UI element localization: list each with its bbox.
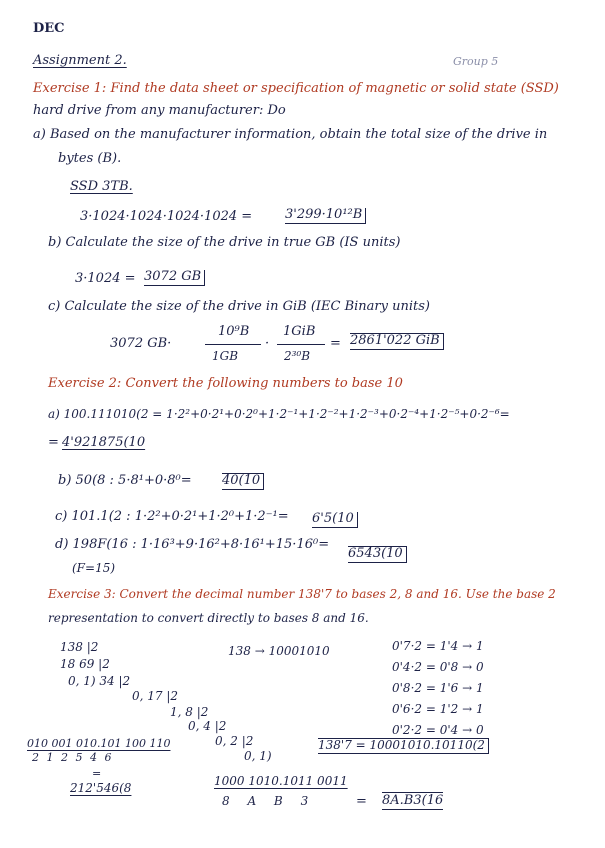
assignment-title: Assignment 2. — [33, 53, 127, 68]
ex1-c-lhs: 3072 GB· — [110, 336, 172, 351]
ex2-a-equals: = — [48, 435, 59, 450]
corner-note: Group 5 — [453, 55, 499, 68]
fraction-bar — [277, 344, 325, 345]
hex-result: 8A.B3(16 — [382, 793, 444, 808]
ex2-c-result: 6'5(10 — [312, 512, 358, 528]
ex2-d-note: (F=15) — [72, 561, 116, 575]
fraction-step: 0'2·2 = 0'4 → 0 — [392, 723, 484, 737]
exercise-1-title-cont: hard drive from any manufacturer: Do — [33, 103, 286, 118]
octal-result: 212'546(8 — [70, 781, 132, 795]
fraction-step: 0'7·2 = 1'4 → 1 — [392, 639, 484, 653]
division-step: 0, 1) 34 |2 — [68, 674, 131, 688]
division-step: 138 |2 — [60, 640, 99, 654]
ex1-a-result: 3'299·10¹²B — [285, 208, 366, 224]
ex1-c-frac2-den: 2³⁰B — [284, 349, 311, 363]
ex1-a-question-cont: bytes (B). — [58, 151, 122, 166]
octal-digits: 2 1 2 5 4 6 — [32, 751, 112, 764]
ex1-b-result: 3072 GB — [144, 270, 205, 286]
ssd-label: SSD 3TB. — [70, 179, 133, 194]
division-step: 0, 4 |2 — [188, 719, 227, 733]
ex1-a-question: a) Based on the manufacturer information, obtain the total size of the drive in — [33, 127, 548, 142]
fraction-bar — [205, 344, 261, 345]
fraction-step: 0'6·2 = 1'2 → 1 — [392, 702, 484, 716]
ex2-c-expr: c) 101.1(2 : 1·2²+0·2¹+1·2⁰+1·2⁻¹= — [55, 509, 289, 524]
ex1-b-calc: 3·1024 = — [75, 271, 136, 286]
ex1-c-result: 2861'022 GiB — [350, 333, 444, 350]
ex1-c-frac1-num: 10⁹B — [218, 324, 250, 339]
ex1-b-question: b) Calculate the size of the drive in true GB (IS units) — [48, 235, 401, 250]
exercise-1-title: Exercise 1: Find the data sheet or specification of magnetic or solid state (SSD) — [33, 81, 559, 96]
exercise-3-title-cont: representation to convert directly to bases 8 and 16. — [48, 611, 369, 625]
ex2-d-expr: d) 198F(16 : 1·16³+9·16²+8·16¹+15·16⁰= — [55, 537, 330, 552]
integer-part-result: 138 → 10001010 — [228, 644, 330, 658]
fraction-step: 0'4·2 = 0'8 → 0 — [392, 660, 484, 674]
octal-groups: 010 001 010.101 100 110 — [27, 737, 171, 750]
hex-digits: 8 A B 3 — [222, 794, 309, 808]
hex-equals: = — [356, 794, 367, 809]
division-step: 0, 2 |2 — [215, 734, 254, 748]
ex1-c-question: c) Calculate the size of the drive in GiB (IEC Binary units) — [48, 299, 430, 314]
octal-equals: = — [92, 767, 102, 780]
exercise-3-title: Exercise 3: Convert the decimal number 138'7 to bases 2, 8 and 16. Use the base 2 — [48, 587, 556, 601]
ex1-c-dot: · — [265, 336, 270, 351]
ex2-d-result: 6543(10 — [348, 546, 407, 563]
division-step: 18 69 |2 — [60, 657, 110, 671]
division-step: 0, 17 |2 — [132, 689, 179, 703]
hex-groups: 1000 1010.1011 0011 — [214, 774, 348, 788]
ex2-a-expr: a) 100.111010(2 = 1·2²+0·2¹+0·2⁰+1·2⁻¹+1·2⁻²+1·2⁻³+0·2⁻⁴+1·2⁻⁵+0·2⁻⁶= — [48, 407, 510, 421]
binary-result: 138'7 = 10001010.10110(2 — [318, 738, 489, 754]
ex1-c-frac1-den: 1GB — [212, 349, 239, 363]
course-code: DEC — [33, 21, 65, 36]
exercise-2-title: Exercise 2: Convert the following numbers to base 10 — [48, 376, 403, 391]
division-step: 0, 1) — [244, 749, 272, 763]
fraction-step: 0'8·2 = 1'6 → 1 — [392, 681, 484, 695]
ex1-a-calc: 3·1024·1024·1024·1024 = — [80, 209, 253, 224]
ex2-b-result: 40(10 — [222, 473, 264, 490]
ex1-c-equals: = — [330, 336, 341, 351]
ex1-c-frac2-num: 1GiB — [283, 324, 316, 339]
division-step: 1, 8 |2 — [170, 705, 209, 719]
ex2-a-result: 4'921875(10 — [62, 435, 146, 450]
ex2-b-expr: b) 50(8 : 5·8¹+0·8⁰= — [58, 473, 192, 488]
